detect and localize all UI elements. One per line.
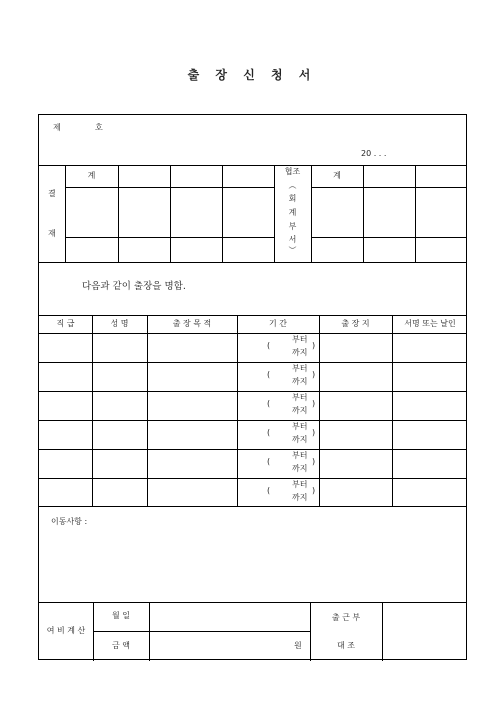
period-close: ) — [312, 428, 316, 437]
attendance-label: 출 근 부 — [331, 613, 361, 622]
coop-label-char: 회 — [288, 194, 297, 203]
check-label: 대 조 — [337, 641, 355, 650]
doc-no-label-ho: 호 — [95, 123, 103, 132]
period-to: 까지 — [292, 464, 308, 473]
period-open: ( — [267, 486, 271, 495]
period-to: 까지 — [292, 406, 308, 415]
period-from: 부터 — [292, 422, 308, 431]
table-header-rank: 직 급 — [56, 319, 75, 328]
period-to: 까지 — [292, 348, 308, 357]
travel-request-form — [38, 114, 467, 660]
period-open: ( — [267, 341, 271, 350]
coop-label: 협조 — [284, 167, 301, 176]
period-to: 까지 — [292, 377, 308, 386]
period-from: 부터 — [292, 364, 308, 373]
table-header-name: 성 명 — [110, 319, 129, 328]
notes-label: 이동사항 : — [51, 517, 88, 526]
table-header-signature: 서명 또는 날인 — [404, 319, 456, 328]
table-header-purpose: 출 장 목 적 — [172, 319, 212, 328]
doc-no-label-je: 제 — [53, 123, 61, 132]
period-close: ) — [312, 486, 316, 495]
period-to: 까지 — [292, 435, 308, 444]
period-close: ) — [312, 399, 316, 408]
coop-label-char: 서 — [288, 235, 297, 244]
period-from: 부터 — [292, 480, 308, 489]
statement-text: 다음과 같이 출장을 명함. — [82, 281, 186, 292]
budget-amount-label: 금 액 — [112, 641, 130, 650]
period-from: 부터 — [292, 451, 308, 460]
table-header-destination: 출 장 지 — [341, 319, 370, 328]
period-open: ( — [267, 370, 271, 379]
coop-label-char: 부 — [288, 222, 297, 231]
period-from: 부터 — [292, 393, 308, 402]
approval-col-first: 계 — [87, 171, 96, 180]
period-open: ( — [267, 457, 271, 466]
budget-currency: 원 — [294, 641, 302, 650]
coop-label-char: 계 — [288, 208, 297, 217]
period-close: ) — [312, 370, 316, 379]
period-to: 까지 — [292, 493, 308, 502]
date-field[interactable]: 20 . . . — [361, 149, 387, 158]
period-from: 부터 — [292, 335, 308, 344]
approval-label-top: 결 — [48, 189, 56, 198]
page-title: 출 장 신 청 서 — [187, 68, 317, 82]
coop-label-paren-open: ︵ — [288, 181, 297, 190]
period-close: ) — [312, 457, 316, 466]
coop-col-first: 계 — [333, 171, 341, 180]
divider — [39, 165, 466, 166]
approval-label-bottom: 재 — [48, 229, 56, 238]
coop-label-paren-close: ︶ — [288, 246, 297, 255]
period-open: ( — [267, 399, 271, 408]
period-close: ) — [312, 341, 316, 350]
period-open: ( — [267, 428, 271, 437]
table-header-period: 기 간 — [269, 319, 287, 328]
budget-section-label: 여 비 계 산 — [46, 626, 86, 635]
budget-days-label: 월 일 — [112, 611, 130, 620]
